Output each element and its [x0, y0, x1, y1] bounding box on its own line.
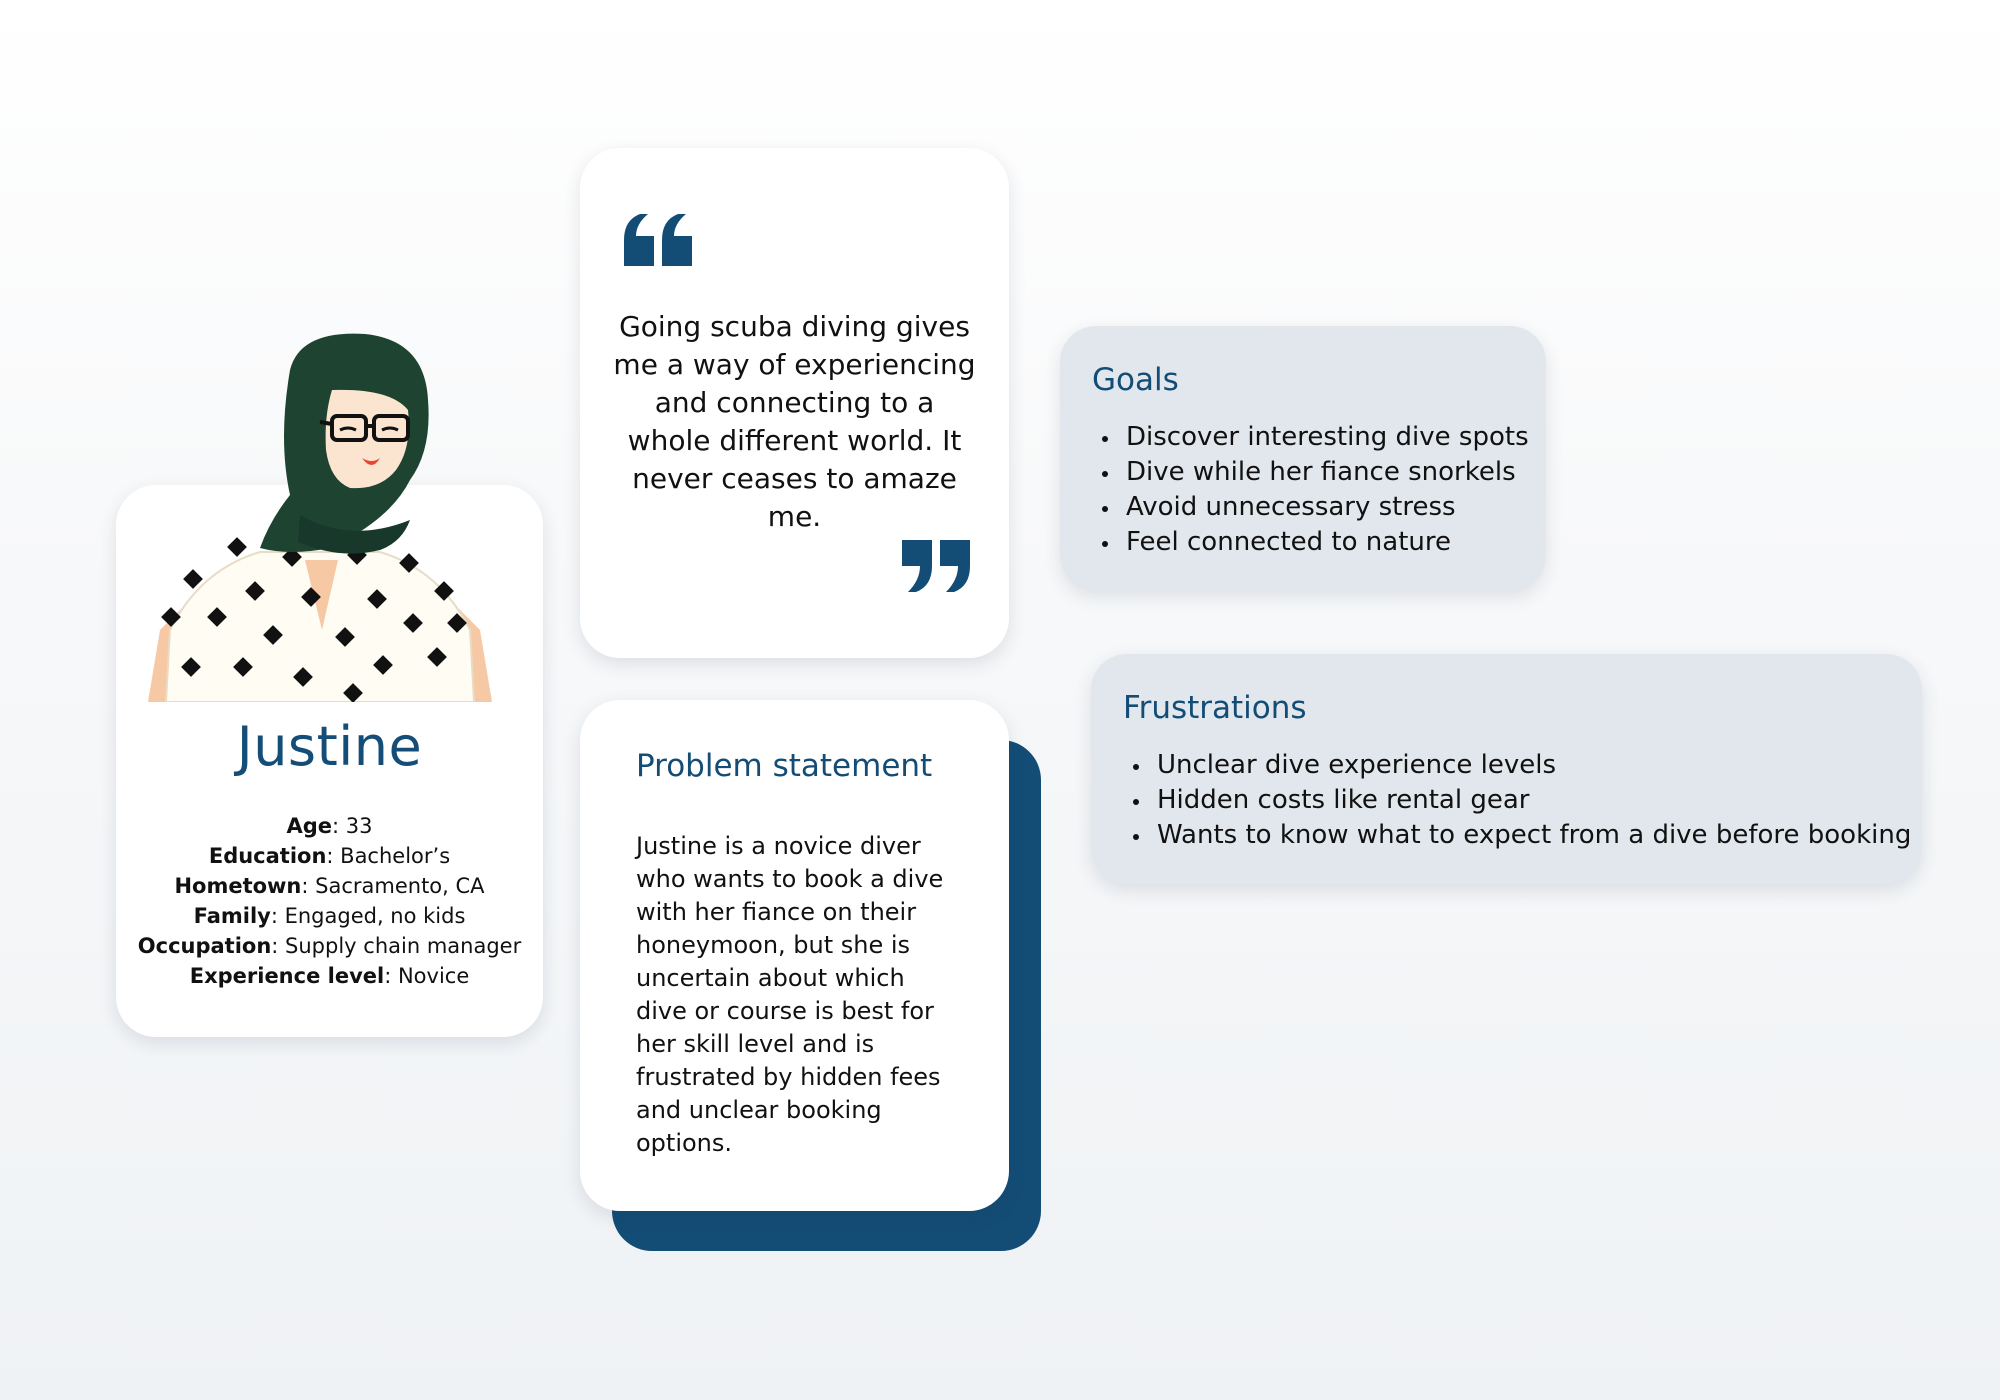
- problem-statement-card: [580, 700, 1009, 1211]
- detail-label: Hometown: [174, 874, 302, 898]
- quote-card: [580, 148, 1009, 658]
- problem-title: Problem statement: [636, 748, 933, 784]
- frustration-item: Wants to know what to expect from a dive before booking: [1131, 818, 1911, 853]
- detail-hometown: [116, 871, 543, 901]
- frustration-item: Hidden costs like rental gear: [1131, 783, 1911, 818]
- goal-item: Feel connected to nature: [1100, 525, 1529, 560]
- detail-experience-level: [116, 961, 543, 991]
- persona-name: Justine: [236, 715, 423, 778]
- detail-label: Education: [208, 844, 327, 868]
- persona-avatar: [140, 330, 500, 702]
- detail-family: [116, 901, 543, 931]
- detail-value: : Bachelor’s: [326, 844, 451, 868]
- goal-item: Avoid unnecessary stress: [1100, 490, 1529, 525]
- detail-label: Experience level: [189, 964, 385, 988]
- detail-value: : Sacramento, CA: [301, 874, 485, 898]
- frustrations-list: [1131, 748, 1911, 853]
- problem-body: Justine is a novice diver who wants to book a dive with her fiance on their honeymoon, but she is uncertain about which dive or course is best for her skill level and is frustrated by hidden fees and unclear booking options.: [636, 832, 944, 1157]
- frustration-item: Unclear dive experience levels: [1131, 748, 1911, 783]
- close-quote-icon: [902, 540, 972, 592]
- open-quote-icon: [624, 214, 694, 266]
- detail-education: [116, 841, 543, 871]
- goal-item: Discover interesting dive spots: [1100, 420, 1529, 455]
- goals-card: [1060, 326, 1546, 591]
- frustrations-title: Frustrations: [1123, 690, 1307, 726]
- detail-value: : Engaged, no kids: [270, 904, 466, 928]
- frustrations-card: [1091, 654, 1922, 884]
- goals-title: Goals: [1092, 362, 1179, 398]
- detail-label: Family: [193, 904, 271, 928]
- detail-label: Age: [286, 814, 333, 838]
- detail-age: [116, 811, 543, 841]
- goal-item: Dive while her fiance snorkels: [1100, 455, 1529, 490]
- detail-value: : Supply chain manager: [271, 934, 522, 958]
- detail-value: : Novice: [384, 964, 470, 988]
- quote-text: Going scuba diving gives me a way of experiencing and connecting to a whole different world. It never ceases to amaze me.: [613, 310, 976, 533]
- detail-value: : 33: [332, 814, 373, 838]
- detail-label: Occupation: [137, 934, 272, 958]
- persona-details: [116, 811, 543, 991]
- goals-list: [1100, 420, 1529, 560]
- detail-occupation: [116, 931, 543, 961]
